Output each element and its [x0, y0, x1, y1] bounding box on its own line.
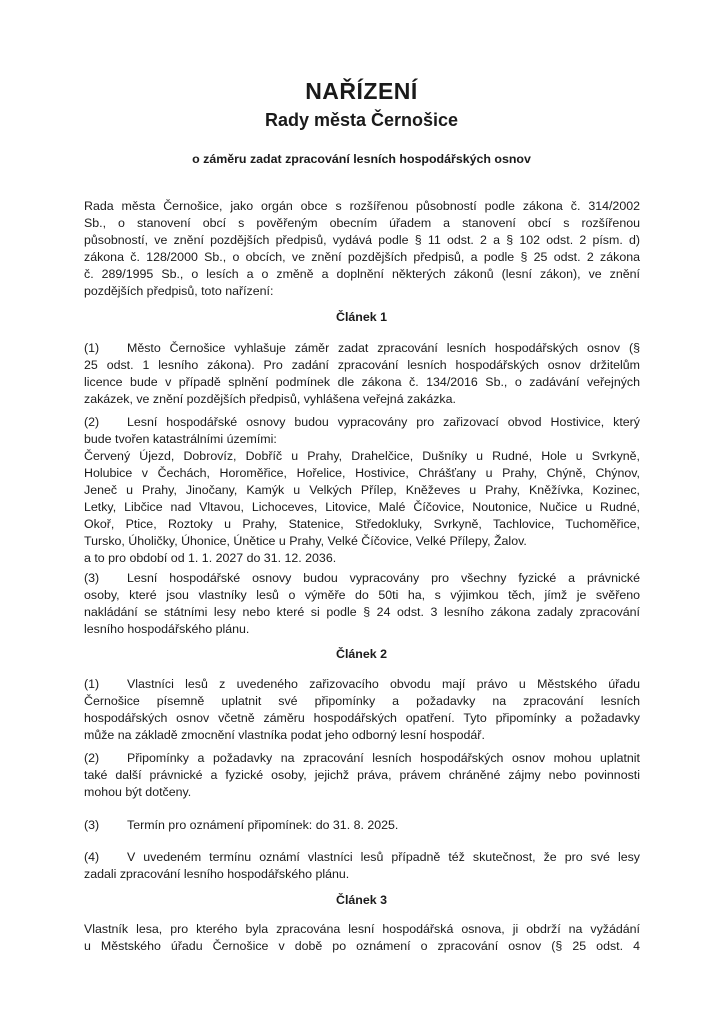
paragraph-line: Jeneč u Prahy, Jinočany, Kamýk u Velkých Přílep, Kněževes u Prahy, Kněžívka, Kozinec,: [84, 483, 640, 497]
article-3-paragraph-1: [84, 921, 640, 955]
article-3-heading: Článek 3: [336, 893, 387, 907]
article-1-paragraph-1: [84, 340, 640, 408]
article-2-paragraph-1: [84, 676, 640, 744]
paragraph-line: u Městského úřadu Černošice v době po oznámení o zpracování osnov (§ 25 odst. 4: [84, 939, 640, 953]
intro-line: působností, ve znění pozdějších předpisů, vydává podle § 11 odst. 2 a § 102 odst. 2 písm. d): [84, 233, 640, 247]
paragraph-number: (2): [84, 751, 100, 765]
paragraph-line: [84, 750, 640, 767]
paragraph-line: také další právnické a fyzické osoby, jejichž práva, právem chráněné zájmy nebo povinnosti: [84, 768, 640, 782]
paragraph-text: Termín pro oznámení připomínek: do 31. 8. 2025.: [127, 818, 399, 832]
article-1-paragraph-3: [84, 570, 640, 638]
paragraph-line: Letky, Libčice nad Vltavou, Lichoceves, Litovice, Malé Číčovice, Noutonice, Nučice u Rudné,: [84, 500, 640, 514]
paragraph-line: může na základě zmocnění vlastníka podat jeho odborný lesní hospodář.: [84, 728, 485, 742]
paragraph-line: bude tvořen katastrálními územími:: [84, 432, 277, 446]
paragraph-line: [84, 849, 640, 866]
paragraph-line: lesního hospodářského plánu.: [84, 622, 250, 636]
paragraph-number: (1): [84, 677, 100, 691]
intro-line: zákona č. 128/2000 Sb., o obcích, ve znění pozdějších předpisů, a podle § 25 odst. 2 zákona: [84, 250, 640, 264]
paragraph-line: a to pro období od 1. 1. 2027 do 31. 12. 2036.: [84, 551, 337, 565]
article-1-heading: Článek 1: [336, 310, 387, 324]
paragraph-line: zadali zpracování lesního hospodářského plánu.: [84, 867, 350, 881]
paragraph-line: Holubice v Čechách, Horoměřice, Hořelice, Hostivice, Chrášťany u Prahy, Chýně, Chýnov,: [84, 466, 640, 480]
paragraph-line: mohou být dotčeny.: [84, 785, 192, 799]
paragraph-line: [84, 414, 640, 431]
paragraph-line: nakládání se státními lesy nebo které si podle § 24 odst. 3 lesního zákona zadaly zpracování: [84, 605, 640, 619]
paragraph-line: Černošice písemně uplatnit své připomínky a požadavky na zpracování lesních: [84, 694, 640, 708]
paragraph-text: Lesní hospodářské osnovy budou vypracovány pro všechny fyzické a právnické: [127, 571, 640, 585]
article-2-paragraph-4: [84, 849, 640, 883]
paragraph-line: [84, 570, 640, 587]
paragraph-number: (3): [84, 818, 100, 832]
paragraph-line: 25 odst. 1 lesního zákona). Pro zadání zpracování lesních hospodářských osnov držitelům: [84, 358, 640, 372]
article-1-paragraph-2: [84, 414, 640, 567]
paragraph-line: zakázek, ve znění pozdějších předpisů, vyhlášena veřejná zakázka.: [84, 392, 456, 406]
paragraph-number: (2): [84, 415, 100, 429]
paragraph-line: Okoř, Ptice, Roztoky u Prahy, Statenice, Středokluky, Svrkyně, Tachlovice, Tuchoměřice,: [84, 517, 640, 531]
paragraph-number: (4): [84, 850, 100, 864]
document-title: NAŘÍZENÍ: [305, 78, 418, 104]
paragraph-line: Tursko, Úholičky, Úhonice, Únětice u Prahy, Velké Číčovice, Velké Přílepy, Žalov.: [84, 534, 527, 548]
intro-line: č. 289/1995 Sb., o lesích a o změně a doplnění některých zákonů (lesní zákon), ve znění: [84, 267, 640, 281]
paragraph-line: hospodářských osnov včetně záměru hospodářských opatření. Tyto připomínky a požadavky: [84, 711, 640, 725]
article-2-paragraph-3: [84, 817, 640, 834]
intro-line: pozdějších předpisů, toto nařízení:: [84, 284, 274, 298]
paragraph-text: Město Černošice vyhlašuje záměr zadat zpracování lesních hospodářských osnov (§: [127, 341, 640, 355]
paragraph-text: Vlastníci lesů z uvedeného zařizovacího obvodu mají právo u Městského úřadu: [127, 677, 640, 691]
paragraph-line: [84, 817, 640, 834]
paragraph-text: Lesní hospodářské osnovy budou vypracovány pro zařizovací obvod Hostivice, který: [127, 415, 640, 429]
paragraph-line: licence bude v případě splnění podmínek dle zákona č. 134/2016 Sb., o zadávání veřejných: [84, 375, 640, 389]
paragraph-line: [84, 340, 640, 357]
document-subtitle: Rady města Černošice: [264, 110, 459, 130]
intro-paragraph: [84, 198, 640, 300]
document-subject: o záměru zadat zpracování lesních hospodářských osnov: [192, 152, 531, 166]
paragraph-text: Připomínky a požadavky na zpracování lesních hospodářských osnov mohou uplatnit: [127, 751, 640, 765]
article-2-heading: Článek 2: [336, 647, 387, 661]
paragraph-text: V uvedeném termínu oznámí vlastníci lesů případně též skutečnost, že pro své lesy: [127, 850, 640, 864]
paragraph-line: osoby, které jsou vlastníky lesů o výměře do 50ti ha, s výjimkou těch, jímž je svěřeno: [84, 588, 640, 602]
intro-line: Rada města Černošice, jako orgán obce s rozšířenou působností podle zákona č. 314/2002: [84, 199, 640, 213]
paragraph-line: Vlastník lesa, pro kterého byla zpracována lesní hospodářská osnova, ji obdrží na vyžádání: [84, 922, 640, 936]
paragraph-number: (3): [84, 571, 100, 585]
intro-line: Sb., o stanovení obcí s pověřeným obecním úřadem a stanovení obcí s rozšířenou: [84, 216, 640, 230]
paragraph-line: [84, 676, 640, 693]
paragraph-line: Červený Újezd, Dobrovíz, Dobříč u Prahy, Drahelčice, Dušníky u Rudné, Hole u Svrkyně,: [84, 449, 640, 463]
paragraph-number: (1): [84, 341, 100, 355]
article-2-paragraph-2: [84, 750, 640, 801]
